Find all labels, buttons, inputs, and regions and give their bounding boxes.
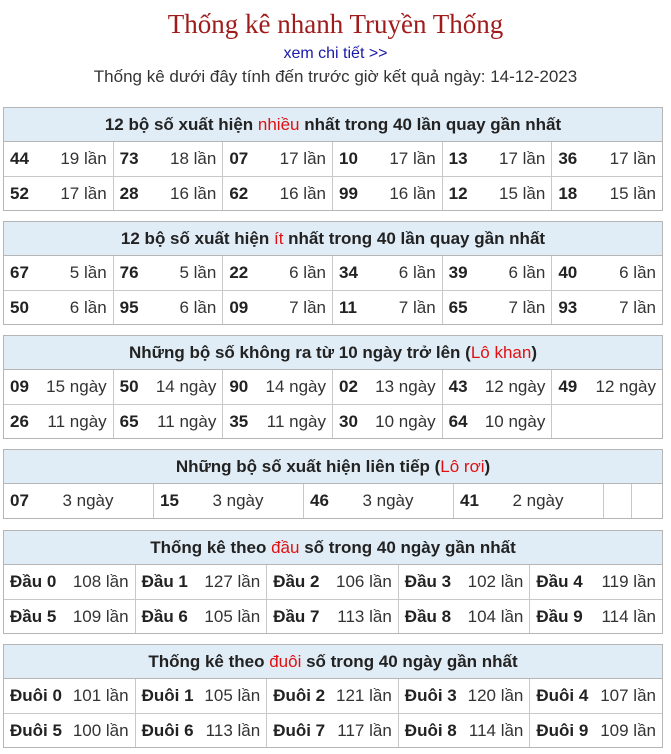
stat-key: 28 [119, 183, 139, 203]
stat-cell [223, 370, 333, 404]
stat-value: 10 ngày [375, 411, 436, 431]
stat-cell [114, 176, 224, 210]
stat-value: 6 lần [619, 263, 656, 282]
stat-key: Đầu 4 [536, 572, 583, 591]
stat-key: 46 [310, 491, 329, 510]
page-title: Thống kê nhanh Truyền Thống [167, 9, 504, 39]
date-note: Thống kê dưới đây tính đến trước giờ kết quả ngày: 14-12-2023 [93, 67, 578, 86]
stat-cell [454, 484, 604, 518]
stat-key: 18 [558, 183, 578, 203]
stat-cell [333, 370, 443, 404]
stat-key: 09 [10, 377, 29, 396]
stat-cell [4, 599, 136, 633]
stat-value: 127 lần [204, 572, 261, 591]
stat-cell [267, 713, 399, 747]
stat-value: 12 ngày [484, 377, 546, 396]
stat-cell [114, 404, 224, 438]
stat-cell [604, 484, 632, 518]
stat-cell [552, 290, 662, 324]
stat-value: 17 lần [60, 183, 107, 203]
most-frequent-grid [4, 142, 662, 210]
stat-key: Đuôi 8 [404, 720, 457, 740]
stat-key: 73 [119, 149, 139, 168]
stat-key: 07 [10, 491, 29, 510]
stat-key: Đầu 9 [536, 606, 583, 626]
stat-value: 3 ngày [362, 491, 414, 510]
lo-khan-grid [4, 370, 662, 438]
stat-row [4, 370, 662, 404]
stat-value: 6 lần [398, 263, 436, 282]
stat-value: 19 lần [60, 149, 107, 168]
stat-key: 13 [448, 149, 468, 168]
stat-key: 64 [448, 411, 468, 431]
stat-value: 120 lần [467, 686, 524, 705]
stat-cell [223, 176, 333, 210]
stat-key: 65 [119, 411, 139, 431]
stat-cell [443, 404, 553, 438]
dau-stats-grid [4, 565, 662, 633]
stat-cell [4, 290, 114, 324]
stat-cell [223, 142, 333, 176]
stat-key: 95 [119, 297, 139, 317]
most-frequent-panel [3, 107, 663, 211]
stat-value: 121 lần [336, 686, 392, 705]
stat-key: Đuôi 5 [10, 720, 62, 740]
stat-cell [136, 599, 268, 633]
stat-value: 15 ngày [46, 377, 107, 396]
stat-value: 113 lần [337, 606, 392, 626]
stat-value: 2 ngày [512, 491, 564, 510]
stat-cell [4, 256, 114, 290]
stat-key: Đầu 5 [10, 606, 57, 626]
stat-value: 6 lần [179, 297, 217, 317]
stat-cell [333, 176, 443, 210]
stat-value: 10 ngày [484, 411, 546, 431]
stat-value: 119 lần [601, 572, 656, 591]
stat-cell [267, 599, 399, 633]
lo-roi-panel [3, 449, 663, 519]
stat-row [4, 679, 662, 713]
stat-cell [4, 565, 136, 599]
lo-khan-title: Những bộ số không ra từ 10 ngày trở lên (Lô khan) [4, 336, 662, 370]
stat-cell [136, 679, 268, 713]
stat-cell [136, 565, 268, 599]
stat-value: 108 lần [72, 572, 129, 591]
stat-key: Đầu 8 [404, 606, 452, 626]
dau-stats-panel [3, 530, 663, 634]
stat-cell [530, 679, 662, 713]
stat-key: Đuôi 9 [536, 720, 589, 740]
stat-cell [399, 713, 531, 747]
stat-value: 17 lần [499, 149, 546, 168]
stat-cell [223, 290, 333, 324]
stat-value: 117 lần [337, 720, 392, 740]
stat-cell [333, 290, 443, 324]
stat-cell [552, 370, 662, 404]
stat-value: 15 lần [499, 183, 546, 203]
most-frequent-title: 12 bộ số xuất hiện nhiều nhất trong 40 lần quay gần nhất [4, 108, 662, 142]
stat-cell [267, 679, 399, 713]
stat-key: 76 [119, 263, 139, 282]
lo-khan-panel [3, 335, 663, 439]
lo-roi-grid [4, 484, 662, 518]
stat-cell [333, 142, 443, 176]
stat-value: 109 lần [600, 720, 656, 740]
stat-value: 109 lần [72, 606, 129, 626]
duoi-stats-grid [4, 679, 662, 747]
stat-value: 100 lần [72, 720, 129, 740]
stat-value: 17 lần [609, 149, 656, 168]
stat-key: Đầu 0 [10, 572, 57, 591]
stat-value: 7 lần [398, 297, 436, 317]
stat-value: 7 lần [508, 297, 546, 317]
stat-cell [4, 176, 114, 210]
stat-key: 41 [460, 491, 479, 510]
stat-cell [114, 290, 224, 324]
stat-value: 17 lần [279, 149, 326, 168]
stat-cell [552, 404, 662, 438]
stat-key: Đuôi 3 [404, 686, 457, 705]
stat-value: 15 lần [609, 183, 656, 203]
stat-key: 11 [338, 297, 357, 317]
stat-value: 16 lần [389, 183, 436, 203]
stat-key: 99 [338, 183, 358, 203]
stat-row [4, 565, 662, 599]
stat-key: 15 [160, 491, 179, 510]
stat-key: 07 [229, 149, 249, 168]
stat-value: 105 lần [204, 606, 261, 626]
stat-cell [4, 484, 154, 518]
stat-key: 10 [338, 149, 358, 168]
stat-cell [223, 256, 333, 290]
stat-key: Đầu 6 [141, 606, 188, 626]
least-frequent-grid [4, 256, 662, 324]
stat-key: 50 [10, 297, 29, 317]
stat-value: 107 lần [600, 686, 656, 705]
stat-key: 02 [338, 377, 358, 396]
stat-cell [4, 142, 114, 176]
stat-key: 65 [448, 297, 468, 317]
page-header [0, 0, 671, 98]
stat-key: 35 [229, 411, 249, 431]
stat-key: Đầu 7 [273, 606, 320, 626]
least-frequent-title: 12 bộ số xuất hiện ít nhất trong 40 lần quay gần nhất [4, 222, 662, 256]
stat-cell [114, 142, 224, 176]
stat-value: 16 lần [170, 183, 217, 203]
stat-value: 16 lần [279, 183, 326, 203]
least-frequent-panel [3, 221, 663, 325]
stat-cell [443, 176, 553, 210]
stat-key: Đuôi 0 [10, 686, 62, 705]
stat-row [4, 713, 662, 747]
duoi-stats-panel [3, 644, 663, 748]
stat-cell [4, 679, 136, 713]
stat-key: Đầu 1 [141, 572, 188, 591]
stat-value: 3 ngày [62, 491, 114, 510]
stat-row [4, 484, 662, 518]
stat-value: 106 lần [336, 572, 392, 591]
stat-key: 36 [558, 149, 578, 168]
lo-roi-title: Những bộ số xuất hiện liên tiếp (Lô rơi) [4, 450, 662, 484]
stat-value: 11 ngày [266, 411, 326, 431]
stat-cell [4, 713, 136, 747]
stat-value: 11 ngày [157, 411, 217, 431]
stat-cell [443, 290, 553, 324]
stat-cell [4, 404, 114, 438]
stat-cell [223, 404, 333, 438]
stat-key: 40 [558, 263, 578, 282]
stat-cell [304, 484, 454, 518]
stat-cell [443, 256, 553, 290]
stat-value: 3 ngày [212, 491, 264, 510]
stat-value: 14 ngày [265, 377, 326, 396]
stat-value: 5 lần [69, 263, 107, 282]
stat-cell [530, 713, 662, 747]
stat-cell [443, 370, 553, 404]
stat-key: Đuôi 2 [273, 686, 326, 705]
stat-cell [333, 404, 443, 438]
stat-key: Đuôi 6 [141, 720, 194, 740]
stat-value: 6 lần [69, 297, 107, 317]
stat-key: Đuôi 1 [141, 686, 194, 705]
stat-key: 26 [10, 411, 29, 431]
stat-key: 62 [229, 183, 249, 203]
stat-cell [154, 484, 304, 518]
stat-key: 09 [229, 297, 249, 317]
stat-cell [267, 565, 399, 599]
stat-value: 113 lần [205, 720, 261, 740]
stat-value: 7 lần [619, 297, 656, 317]
stat-key: 30 [338, 411, 358, 431]
stat-cell [530, 599, 662, 633]
stat-row [4, 290, 662, 324]
stat-cell [530, 565, 662, 599]
stat-value: 5 lần [179, 263, 217, 282]
stat-key: Đuôi 7 [273, 720, 326, 740]
stat-cell [552, 176, 662, 210]
stat-value: 101 lần [72, 686, 129, 705]
stat-cell [443, 142, 553, 176]
stat-key: 43 [448, 377, 468, 396]
dau-stats-title: Thống kê theo đầu số trong 40 ngày gần nhất [4, 531, 662, 565]
stat-cell [399, 599, 531, 633]
stat-cell [552, 142, 662, 176]
duoi-stats-title: Thống kê theo đuôi số trong 40 ngày gần nhất [4, 645, 662, 679]
stat-key: 44 [10, 149, 29, 168]
stat-row [4, 256, 662, 290]
stat-cell [333, 256, 443, 290]
stat-value: 11 ngày [47, 411, 107, 431]
stat-value: 12 ngày [595, 377, 656, 396]
stat-key: 34 [338, 263, 358, 282]
stat-value: 114 lần [601, 606, 656, 626]
stat-value: 6 lần [289, 263, 326, 282]
stat-key: 93 [558, 297, 578, 317]
stat-row [4, 599, 662, 633]
stat-key: 22 [229, 263, 249, 282]
stat-key: 52 [10, 183, 29, 203]
stat-cell [114, 370, 224, 404]
stat-value: 102 lần [467, 572, 524, 591]
stat-key: 67 [10, 263, 29, 282]
stat-value: 104 lần [467, 606, 524, 626]
stat-key: 49 [558, 377, 578, 396]
stat-value: 18 lần [170, 149, 217, 168]
stat-row [4, 142, 662, 176]
details-link[interactable]: xem chi tiết >> [283, 45, 388, 62]
stat-cell [552, 256, 662, 290]
stat-value: 105 lần [204, 686, 261, 705]
stat-cell [632, 484, 662, 518]
stat-cell [399, 679, 531, 713]
stat-cell [399, 565, 531, 599]
stat-value: 14 ngày [155, 377, 217, 396]
stat-row [4, 404, 662, 438]
stat-cell [114, 256, 224, 290]
stat-key: Đầu 2 [273, 572, 320, 591]
stat-key: Đầu 3 [404, 572, 452, 591]
stat-key: 90 [229, 377, 249, 396]
stat-row [4, 176, 662, 210]
stat-key: 12 [448, 183, 468, 203]
stat-cell [4, 370, 114, 404]
stat-key: 50 [119, 377, 139, 396]
stat-cell [136, 713, 268, 747]
stat-value: 7 lần [289, 297, 326, 317]
stat-key: Đuôi 4 [536, 686, 589, 705]
stat-value: 6 lần [508, 263, 546, 282]
stat-key: 39 [448, 263, 468, 282]
stat-value: 17 lần [389, 149, 436, 168]
stat-value: 13 ngày [375, 377, 436, 396]
stat-value: 114 lần [468, 720, 524, 740]
